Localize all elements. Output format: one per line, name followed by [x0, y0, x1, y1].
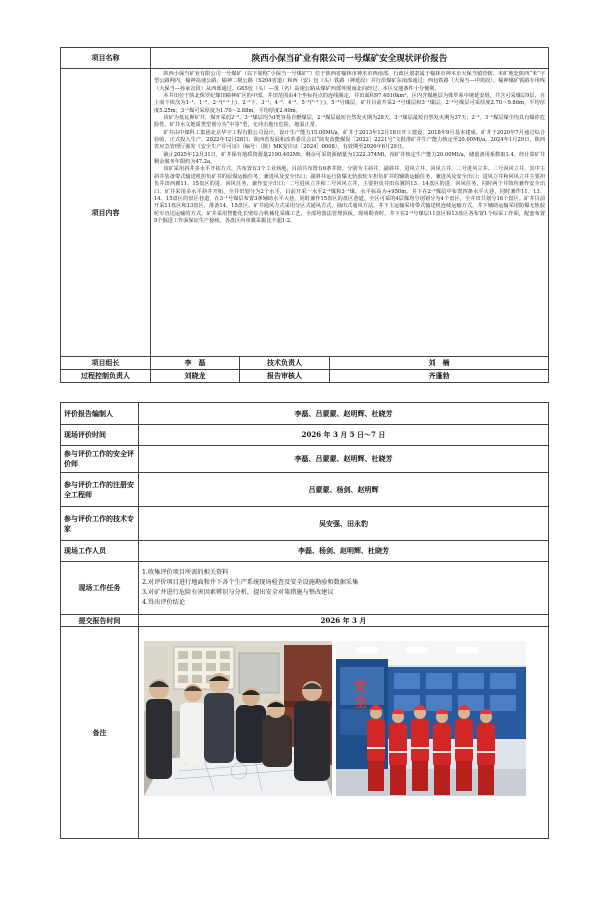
worker-figure	[433, 723, 451, 767]
submit-time-label: 提交报告时间	[61, 615, 139, 627]
reviewer-label: 报告审核人	[240, 370, 330, 383]
field-staff: 李磊、杨剑、赵明辉、杜晓芳	[139, 541, 549, 562]
tech-lead: 刘 楠	[330, 357, 549, 370]
photo-safety-training	[336, 641, 526, 796]
worker-figure	[455, 747, 473, 749]
content-label: 项目内容	[61, 69, 151, 357]
tech-experts: 吴安强、田永豹	[139, 507, 549, 541]
leader: 李 磊	[151, 357, 240, 370]
worker-figure	[411, 719, 429, 763]
photo-drawing-review	[144, 641, 332, 796]
project-content	[151, 69, 549, 357]
field-staff-label: 现场工作人员	[61, 541, 139, 562]
worker-figure	[456, 761, 472, 791]
sign-char: 安	[354, 680, 368, 695]
content-paragraph: 该矿为低瓦斯矿井，煤开采的2⁻²、3⁻¹煤层均为Ⅰ类容易自燃煤层，2⁻²煤层最短自然发火期为28天，3⁻¹煤层最短自然发火期为37天；2⁻²、3⁻¹煤层煤尘均具有爆炸危险性。矿井水文地质类型划分为“中等”型，无冲击地压危险，地温正常。	[154, 115, 546, 129]
task-item: 4.得出评价结论	[142, 599, 186, 606]
editors: 李磊、吕蒙蒙、赵明辉、杜晓芳	[139, 403, 549, 425]
worker-figure	[390, 765, 406, 795]
process-lead-label: 过程控制负责人	[61, 370, 151, 383]
worker-figure	[434, 765, 450, 795]
worker-figure	[368, 761, 384, 791]
item-name-label: 项目名称	[61, 48, 151, 69]
worker-figure	[389, 723, 407, 767]
reviewer: 齐蓬勃	[330, 370, 549, 383]
tech-lead-label: 技术负责人	[240, 357, 330, 370]
worker-figure	[455, 719, 473, 763]
worker-figure	[412, 761, 428, 791]
worker-figure	[477, 751, 495, 753]
worker-figure	[478, 765, 494, 795]
submit-time: 2026 年 3 月	[139, 615, 549, 627]
content-paragraph: 本井田位于陕北侏罗纪煤田榆神矿区的中部。井田范围由4个坐标拐点的连线圈定，井田面积97.4010km²，区内含煤地层为侏罗系中统延安组，共含可采煤层9层，自上而下依次为1⁻¹、1⁻²、2⁻²(²⁻²上)、2⁻²下、3⁻¹、4⁻²、4⁻³、5⁻²(⁵⁻²上)、5⁻³号煤层，矿井目前开采2⁻²号煤层和3⁻¹煤层。2⁻²号煤层可采厚度2.70～9.86m，平均厚度5.25m；3⁻¹煤可采厚度为1.70～2.88m，平均厚度2.40m。	[154, 93, 546, 114]
registered-engineers: 吕蒙蒙、杨剑、赵明辉	[139, 473, 549, 507]
content-paragraph: 截止2025年12月31日，矿井保有地质资源量2190.402Mt，剩余可采资源储量为1322.374Mt，按矿井核定生产能力20.00Mt/a，储量备用系数取1.4，经计算矿井剩余服务年限约为47.2a。	[154, 151, 546, 166]
eval-time-label: 现场评价时间	[61, 425, 139, 446]
process-lead: 刘晓龙	[151, 370, 240, 383]
leader-label: 项目组长	[61, 357, 151, 370]
tasks-label: 现场工作任务	[61, 562, 139, 615]
worker-figure	[433, 751, 451, 753]
sign-char: 全	[354, 696, 368, 711]
content-paragraph: 该矿采用斜井多水平开拓方式，共布置有3个工业场地，目前共布置有6条井筒，分别为主斜井、副斜井、进风立井、回风立井、二号进风立井、二号回风立井。其中主斜井装备带式输送机担负矿井的原煤运输任务，兼进风及安全出口；副斜井运行防爆无轨胶轮车担负矿井的辅助运输任务，兼进风及安全出口；进风立井和回风立井主要担负井田西翼11、15盘区的进、回风任务，兼作安全出口；二号进风立井和二号回风立井，主要担负井田东翼的13、14盘区的进、回风任务，同时两个井筒均兼作安全出口。矿井采用多水平斜井开拓，全井田划分为2个水平，目前开采一水平2⁻²煤和3⁻¹煤，水平标高为+950m。井下在2⁻²煤层中布置四条水平大巷，同时兼作11、13、14、15盘区的盘区巷道，在3⁻¹号煤层布置3条辅助水平大巷，同时兼作15盘区的盘区巷道。全区可采的4层煤均分别划分为4个盘区，全井田共划分16个盘区。矿井目前开采11盘区和13盘区，准备14、15盘区。矿井通风方式采用分区式通风方式，抽出式通风方法。井下主运输采用带式输送机连续运输方式，井下辅助运输采用防爆无轨胶轮车直达运输的方式。矿井采用智能化长壁综合机械化采煤工艺，全部垮落法管理顶板。现场勘查时，井下在2⁻²号煤层11盘区和13盘区各布置1个综采工作面，配套布置9个掘进工作面保证生产接续，各盘区内单翼采掘比不超1:2。	[154, 166, 546, 224]
editors-label: 评价报告编制人	[61, 403, 139, 425]
content-paragraph: 矿井由中煤科工集团北京华宇工程有限公司设计，设计生产能力15.00Mt/a，矿井于2013年12月18日开工建设，2018年9月基本建成。矿井于2020年7月通过综合验收，正式投入生产。2022年12月28日，陕西省发展和改革委员会以“陕发改能煤炭［2022］2221号”文批准矿井生产能力核定至20.00Mt/a。2024年1月29日，陕西省应急管理厅颁发《安全生产许可证》（编号：（陕）MK安许证［2024］0008），有效期至2026年6月29日。	[154, 129, 546, 151]
worker-figure	[389, 751, 407, 753]
safety-engineers: 李磊、吕蒙蒙、赵明辉、杜晓芳	[139, 446, 549, 473]
worker-figure	[477, 723, 495, 767]
worker-figure	[367, 719, 385, 763]
worker-figure	[367, 747, 385, 749]
tech-experts-label: 参与评价工作的技术专家	[61, 507, 139, 541]
task-item: 1.收集评价项目所需的相关资料	[142, 569, 229, 576]
item-name: 陕西小保当矿业有限公司一号煤矿安全现状评价报告	[151, 48, 549, 69]
project-info-table	[60, 47, 549, 383]
worker-figure	[411, 747, 429, 749]
task-item: 3.对矿井进行危险有害因素辨识与分析，提出安全对策措施与整改建议	[142, 589, 334, 596]
content-paragraph: 陕西小保当矿业有限公司一号煤矿（以下简称“小保当一号煤矿”）位于陕西省榆林市神木市西南部，行政区划隶属于榆林市神木市大保当镇管辖。本矿地处陕西“米”字型公路网内，榆神高速公路、榆神二级公路（S204省道）和西（安）包（头）铁路（神延段）并行沿煤矿东南部通过；西包铁路（大保当—中鸡段）、榆神煤矿铁路专用线（大保当—孙家岔段）从西部通过。G65包（头）—茂（名）高速公路从煤矿西部外围南北向经过，本区交通条件十分便利。	[154, 71, 546, 92]
eval-time: 2026 年 3 月 5 日～7 日	[139, 425, 549, 446]
remarks-label: 备注	[61, 627, 139, 839]
task-item: 2.对评价项目进行地面和井下各个生产系统现场检查及安全设施勘验和数据采集	[142, 579, 359, 586]
registered-engineers-label: 参与评价工作的注册安全工程师	[61, 473, 139, 507]
safety-engineers-label: 参与评价工作的安全评价师	[61, 446, 139, 473]
task-list	[139, 562, 549, 615]
